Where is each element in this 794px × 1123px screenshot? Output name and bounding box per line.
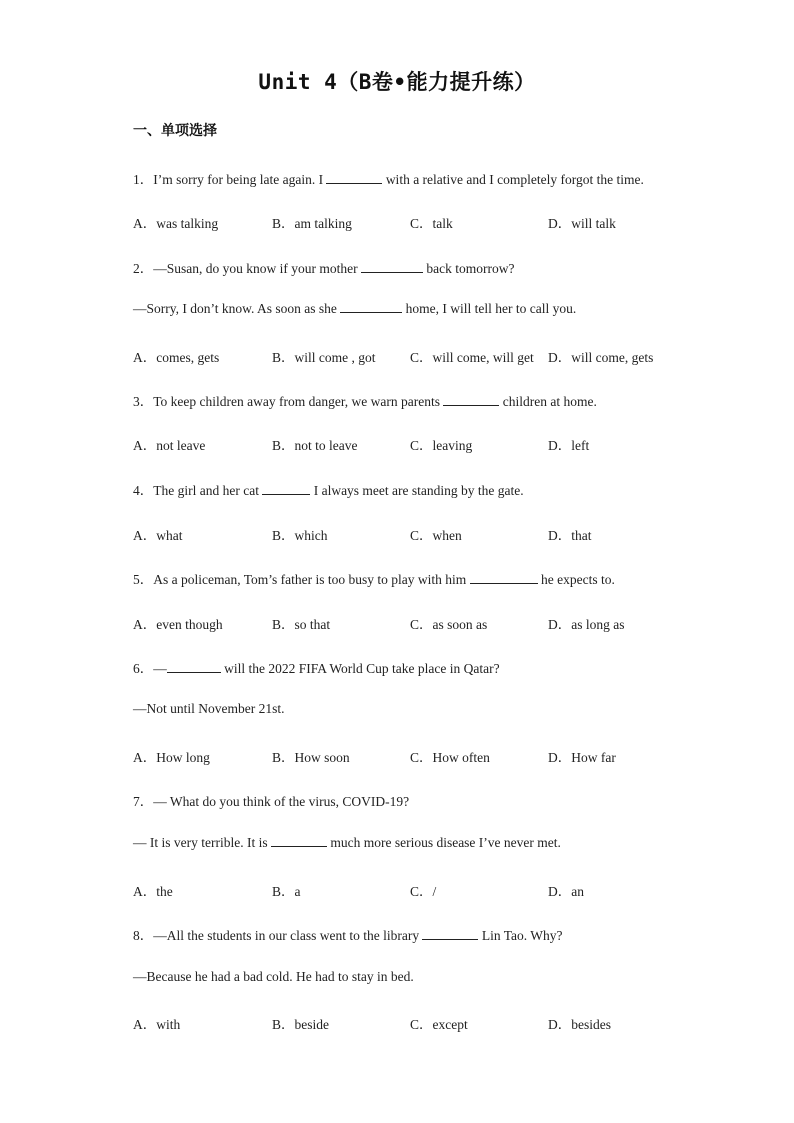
question-4-line: [133, 479, 524, 499]
option-d[interactable]: D．will come, gets: [548, 350, 654, 365]
question-8-options: [133, 1013, 693, 1031]
answer-blank[interactable]: [271, 835, 327, 847]
option-b[interactable]: B．which: [272, 528, 328, 543]
option-d[interactable]: D．besides: [548, 1017, 611, 1032]
option-c[interactable]: C．How often: [410, 750, 490, 765]
question-1-options: [133, 212, 693, 230]
question-text: 6．—: [133, 661, 167, 676]
option-c[interactable]: C．leaving: [410, 438, 473, 453]
option-b[interactable]: B．beside: [272, 1017, 329, 1032]
question-text: —Not until November 21st.: [133, 701, 285, 716]
answer-blank[interactable]: [326, 172, 382, 184]
option-c[interactable]: C．when: [410, 528, 462, 543]
question-text: —Because he had a bad cold. He had to stay in bed.: [133, 969, 414, 984]
question-2-options: [133, 346, 693, 364]
question-text: back tomorrow?: [422, 261, 515, 276]
option-a[interactable]: A．not leave: [133, 438, 206, 453]
question-2-line: [133, 257, 514, 277]
question-text: 5．As a policeman, Tom’s father is too busy to play with him: [133, 572, 470, 587]
question-text: —Sorry, I don’t know. As soon as she: [133, 301, 341, 316]
question-text: Lin Tao. Why?: [478, 928, 563, 943]
question-2-line: [133, 301, 576, 317]
question-text: 3．To keep children away from danger, we warn parents: [133, 394, 444, 409]
question-4-options: [133, 524, 693, 542]
answer-blank[interactable]: [422, 928, 478, 940]
option-b[interactable]: B．a: [272, 884, 301, 899]
question-text: — It is very terrible. It is: [133, 835, 271, 850]
question-text: I always meet are standing by the gate.: [310, 483, 524, 498]
answer-blank[interactable]: [262, 483, 310, 495]
question-3-line: [133, 390, 597, 410]
option-c[interactable]: C．except: [410, 1017, 468, 1032]
answer-blank[interactable]: [361, 261, 423, 273]
question-text: children at home.: [499, 394, 597, 409]
question-7-line: [133, 790, 409, 810]
answer-blank[interactable]: [470, 572, 538, 584]
option-c[interactable]: C．as soon as: [410, 617, 488, 632]
option-b[interactable]: B．not to leave: [272, 438, 358, 453]
question-5-line: [133, 568, 615, 588]
option-b[interactable]: B．am talking: [272, 216, 352, 231]
option-b[interactable]: B．so that: [272, 617, 331, 632]
answer-blank[interactable]: [167, 661, 221, 673]
question-text: 7．— What do you think of the virus, COVID-19?: [133, 794, 410, 809]
question-text: much more serious disease I’ve never met.: [326, 835, 561, 850]
question-6-line: [133, 657, 500, 677]
option-d[interactable]: D．left: [548, 438, 590, 453]
option-c[interactable]: C．talk: [410, 216, 453, 231]
option-a[interactable]: A．comes, gets: [133, 350, 220, 365]
question-8-line: [133, 924, 563, 944]
option-a[interactable]: A．How long: [133, 750, 210, 765]
question-text: home, I will tell her to call you.: [402, 301, 577, 316]
section-heading: 一、单项选择: [133, 123, 217, 139]
question-text: 2．—Susan, do you know if your mother: [133, 261, 361, 276]
option-d[interactable]: D．How far: [548, 750, 616, 765]
option-b[interactable]: B．How soon: [272, 750, 350, 765]
question-1-line: [133, 168, 644, 188]
option-a[interactable]: A．what: [133, 528, 183, 543]
answer-blank[interactable]: [340, 301, 402, 313]
option-a[interactable]: A．with: [133, 1017, 181, 1032]
question-text: 1．I’m sorry for being late again. I: [133, 172, 327, 187]
question-7-options: [133, 880, 693, 898]
option-d[interactable]: D．will talk: [548, 216, 616, 231]
option-c[interactable]: C．/: [410, 884, 437, 899]
option-d[interactable]: D．an: [548, 884, 584, 899]
question-text: will the 2022 FIFA World Cup take place in Qatar?: [220, 661, 500, 676]
option-d[interactable]: D．as long as: [548, 617, 625, 632]
answer-blank[interactable]: [443, 394, 499, 406]
question-7-line: [133, 835, 561, 851]
question-text: with a relative and I completely forgot the time.: [382, 172, 644, 187]
option-b[interactable]: B．will come , got: [272, 350, 376, 365]
question-8-line: [133, 969, 414, 985]
question-6-options: [133, 746, 693, 764]
option-c[interactable]: C．will come, will get: [410, 350, 534, 365]
question-5-options: [133, 613, 693, 631]
question-6-line: [133, 701, 285, 717]
question-text: he expects to.: [537, 572, 615, 587]
question-3-options: [133, 434, 693, 452]
page-title: Unit 4（B卷•能力提升练）: [258, 70, 536, 94]
option-d[interactable]: D．that: [548, 528, 592, 543]
option-a[interactable]: A．was talking: [133, 216, 219, 231]
question-text: 8．—All the students in our class went to the library: [133, 928, 423, 943]
option-a[interactable]: A．even though: [133, 617, 223, 632]
option-a[interactable]: A．the: [133, 884, 173, 899]
question-text: 4．The girl and her cat: [133, 483, 263, 498]
